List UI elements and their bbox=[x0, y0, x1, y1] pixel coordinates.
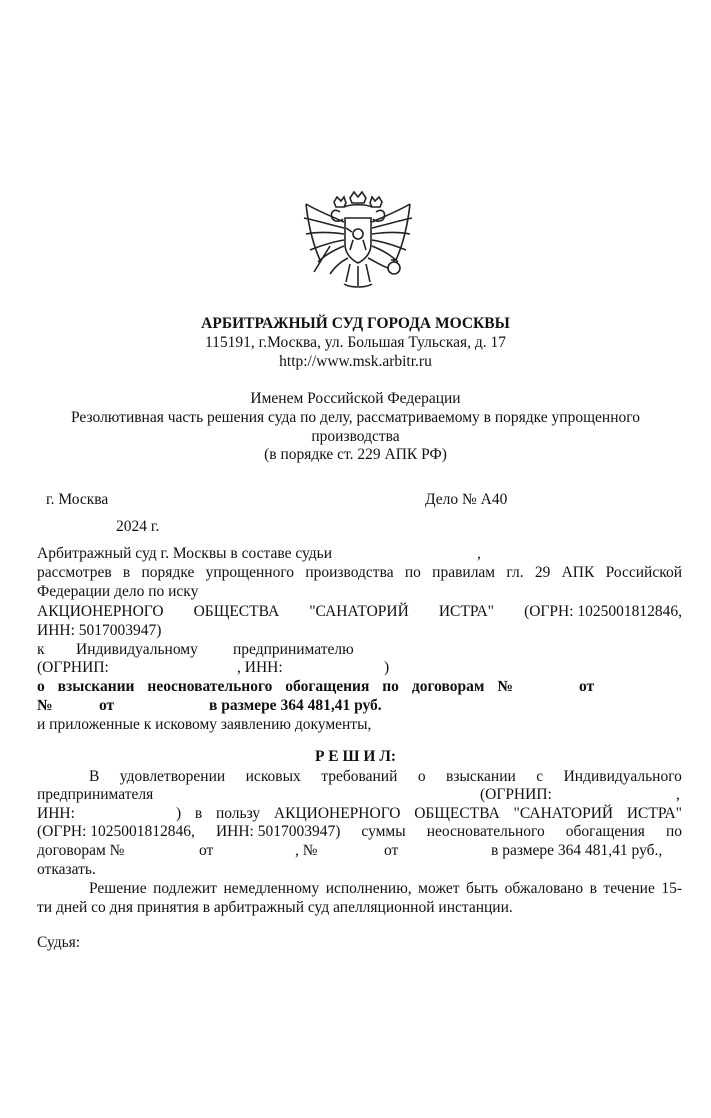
intro-line-9-ot: от bbox=[99, 697, 115, 714]
intro-line-7-close: ) bbox=[384, 659, 390, 676]
word: В bbox=[89, 768, 100, 785]
title-line-2: Резолютивная часть решения суда по делу, рассматриваемому в порядке упрощенного bbox=[71, 409, 640, 426]
word: порядке bbox=[141, 564, 195, 581]
decision-p1-comma: , bbox=[676, 786, 680, 803]
word: о bbox=[417, 768, 426, 785]
court-website[interactable]: http://www.msk.arbitr.ru bbox=[279, 353, 432, 370]
word: ИНН: 5017003947) bbox=[215, 823, 341, 840]
word: АКЦИОНЕРНОГО bbox=[37, 603, 164, 620]
word: обогащения bbox=[285, 678, 370, 695]
word: удовлетворении bbox=[119, 768, 226, 785]
city: г. Москва bbox=[46, 491, 109, 508]
intro-line-9-sum: в размере 364 481,41 руб. bbox=[209, 697, 382, 714]
word: о bbox=[37, 678, 45, 695]
judge-label: Судья: bbox=[37, 934, 81, 951]
decision-p1-line-3: ) в пользу АКЦИОНЕРНОГО ОБЩЕСТВА "САНАТОРИЙ ИСТРА" bbox=[176, 805, 682, 822]
word: неосновательного bbox=[147, 678, 273, 695]
word: суммы bbox=[361, 823, 406, 840]
decision-p2-line-1: Решение подлежит немедленному исполнению, может быть обжаловано в течение 15- bbox=[89, 880, 682, 897]
word: упрощенного bbox=[205, 564, 295, 581]
word: (ОГРН: 1025001812846, bbox=[37, 823, 195, 840]
word: с bbox=[536, 768, 544, 785]
word: АПК bbox=[561, 564, 595, 581]
word: неосновательного bbox=[426, 823, 545, 840]
coat-of-arms-emblem bbox=[300, 188, 416, 300]
word: требований bbox=[321, 768, 398, 785]
decision-p1-dogovor: договорам № bbox=[37, 842, 125, 859]
decision-date: 2024 г. bbox=[116, 518, 160, 535]
intro-line-6-pred: предпринимателю bbox=[233, 641, 354, 658]
decision-p1-ot-2: от bbox=[384, 842, 399, 859]
word: по bbox=[665, 823, 682, 840]
case-number: Дело № А40 bbox=[425, 491, 508, 508]
word: ИСТРА" bbox=[438, 603, 495, 620]
word: гл. bbox=[506, 564, 524, 581]
word: правилам bbox=[432, 564, 496, 581]
word: Российской bbox=[605, 564, 682, 581]
intro-line-2 bbox=[37, 564, 682, 582]
decision-p1-inn: ИНН: bbox=[37, 805, 75, 822]
decision-heading: Р Е Ш И Л: bbox=[314, 748, 397, 765]
word: производства bbox=[305, 564, 394, 581]
intro-line-8-ot: от bbox=[579, 678, 595, 695]
word: по bbox=[382, 678, 399, 695]
word: обогащения bbox=[565, 823, 645, 840]
word: взыскании bbox=[446, 768, 516, 785]
word: Индивидуального bbox=[563, 768, 682, 785]
intro-line-6-ip: Индивидуальному bbox=[76, 641, 198, 658]
court-address: 115191, г.Москва, ул. Большая Тульская, д. 17 bbox=[204, 334, 507, 351]
word: в bbox=[122, 564, 131, 581]
word: № bbox=[497, 678, 513, 695]
decision-p1-ot-1: от bbox=[199, 842, 214, 859]
intro-line-6-k: к bbox=[37, 641, 45, 658]
court-name: АРБИТРАЖНЫЙ СУД ГОРОДА МОСКВЫ bbox=[201, 315, 510, 332]
word: исковых bbox=[245, 768, 301, 785]
decision-p2-line-2: ти дней со дня принятия в арбитражный суд апелляционной инстанции. bbox=[37, 899, 513, 916]
decision-p1-line-6: отказать. bbox=[37, 861, 96, 878]
decision-p1-line-1 bbox=[89, 768, 682, 786]
decision-p1-line-4 bbox=[37, 823, 682, 841]
word: (ОГРН: 1025001812846, bbox=[524, 603, 682, 620]
intro-line-10: и приложенные к исковому заявлению документы, bbox=[37, 716, 372, 733]
intro-line-1-comma: , bbox=[477, 545, 481, 562]
decision-p1-ogrnip: (ОГРНИП: bbox=[480, 786, 552, 803]
word: ОБЩЕСТВА bbox=[193, 603, 280, 620]
intro-line-5: ИНН: 5017003947) bbox=[37, 622, 162, 639]
intro-line-9-no: № bbox=[37, 697, 53, 714]
word: взыскании bbox=[57, 678, 135, 695]
intro-line-7-inn: , ИНН: bbox=[237, 659, 283, 676]
intro-line-1: Арбитражный суд г. Москвы в составе судьи bbox=[37, 545, 333, 562]
title-line-3: производства bbox=[311, 428, 400, 445]
intro-line-3: Федерации дело по иску bbox=[37, 583, 199, 600]
word: по bbox=[404, 564, 421, 581]
decision-p1-line-2: предпринимателя bbox=[37, 786, 154, 803]
title-line-4: (в порядке ст. 229 АПК РФ) bbox=[264, 446, 447, 463]
intro-line-4 bbox=[37, 603, 682, 621]
word: рассмотрев bbox=[37, 564, 112, 581]
word: "САНАТОРИЙ bbox=[309, 603, 409, 620]
word: договорам bbox=[411, 678, 485, 695]
word: 29 bbox=[534, 564, 551, 581]
decision-p1-sum: в размере 364 481,41 руб., bbox=[491, 842, 663, 859]
decision-p1-no: , № bbox=[295, 842, 318, 859]
intro-line-7-ogrnip: (ОГРНИП: bbox=[37, 659, 109, 676]
title-line-1: Именем Российской Федерации bbox=[250, 390, 461, 407]
intro-line-8 bbox=[37, 678, 513, 696]
